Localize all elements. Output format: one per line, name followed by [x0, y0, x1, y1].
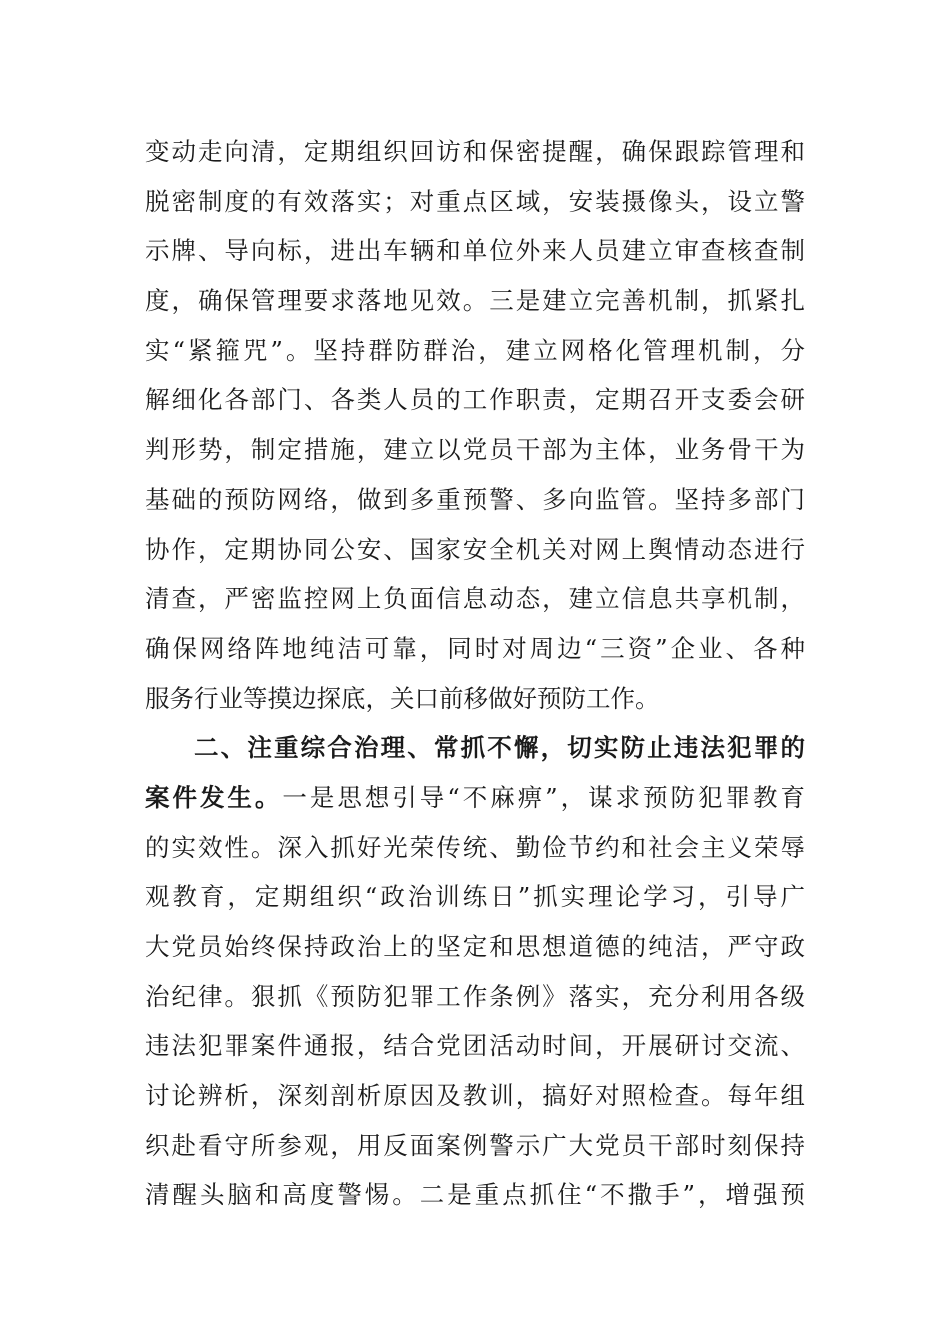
- section-heading-end: 案件发生。: [145, 782, 283, 812]
- text-line: 基础的预防网络，做到多重预警、多向监管。坚持多部门: [145, 484, 805, 514]
- text-line-rest: 一是思想引导“不麻痹”，谋求预防犯罪教育: [282, 782, 805, 812]
- text-line: 度，确保管理要求落地见效。三是建立完善机制，抓紧扎: [145, 286, 805, 316]
- text-line: 变动走向清，定期组织回访和保密提醒，确保跟踪管理和: [145, 137, 805, 166]
- text-line: 观教育，定期组织“政治训练日”抓实理论学习，引导广: [145, 882, 805, 912]
- text-line: 协作，定期协同公安、国家安全机关对网上舆情动态进行: [145, 534, 805, 564]
- text-line: 实“紧箍咒”。坚持群防群治，建立网格化管理机制，分: [145, 335, 805, 365]
- text-line: 大党员始终保持政治上的坚定和思想道德的纯洁，严守政: [145, 932, 805, 961]
- text-line: 确保网络阵地纯洁可靠，同时对周边“三资”企业、各种: [145, 633, 805, 663]
- text-line: 清查，严密监控网上负面信息动态，建立信息共享机制，: [145, 584, 805, 614]
- text-line: 服务行业等摸边探底，关口前移做好预防工作。: [145, 683, 660, 713]
- text-line: 讨论辨析，深刻剖析原因及教训，搞好对照检查。每年组: [145, 1081, 805, 1111]
- text-line: 的实效性。深入抓好光荣传统、勤俭节约和社会主义荣辱: [145, 832, 805, 862]
- text-line: 清醒头脑和高度警惕。二是重点抓住“不撒手”，增强预: [145, 1180, 805, 1210]
- text-line: 违法犯罪案件通报，结合党团活动时间，开展研讨交流、: [145, 1031, 805, 1061]
- text-line: 示牌、导向标，进出车辆和单位外来人员建立审查核查制: [145, 236, 805, 266]
- text-line-with-heading: [145, 773, 805, 823]
- body-text: [145, 127, 805, 1220]
- text-line: 治纪律。狠抓《预防犯罪工作条例》落实，充分利用各级: [145, 981, 805, 1011]
- text-line: 解细化各部门、各类人员的工作职责，定期召开支委会研: [145, 385, 805, 415]
- text-line: 织赴看守所参观，用反面案例警示广大党员干部时刻保持: [145, 1130, 805, 1160]
- text-line: 脱密制度的有效落实；对重点区域，安装摄像头，设立警: [145, 186, 805, 216]
- section-heading: 二、注重综合治理、常抓不懈，切实防止违法犯罪的: [194, 733, 805, 763]
- text-line: 判形势，制定措施，建立以党员干部为主体，业务骨干为: [145, 435, 805, 465]
